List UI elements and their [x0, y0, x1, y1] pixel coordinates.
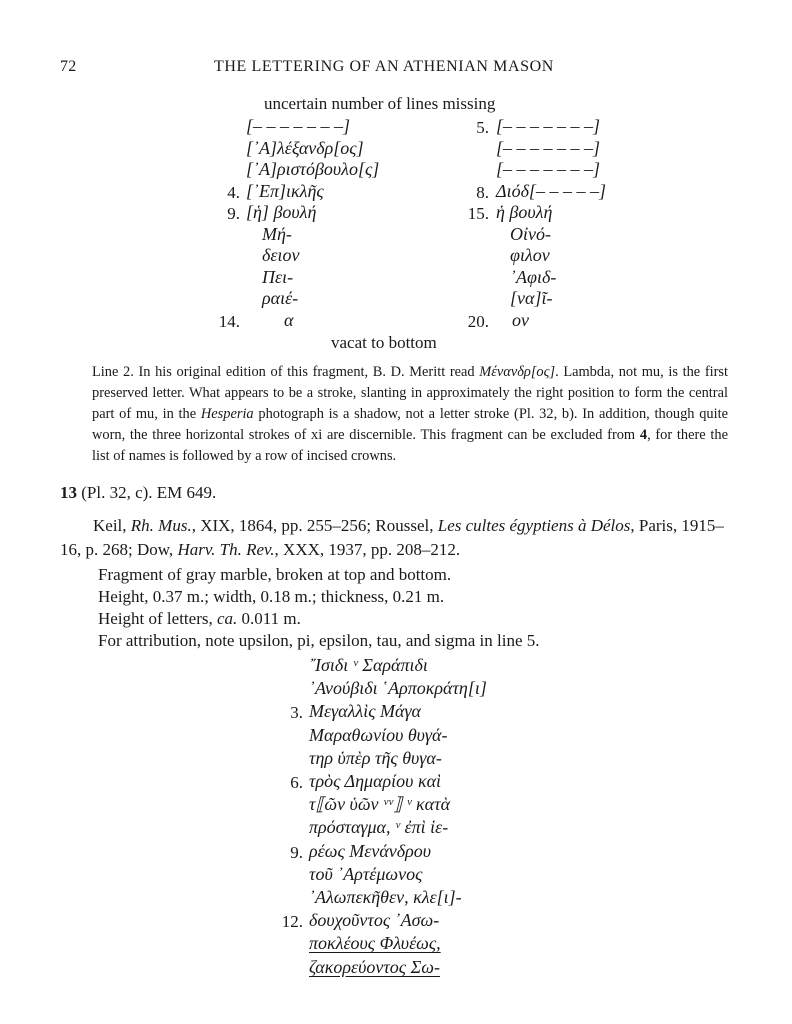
left-column-line: Μή-	[262, 223, 292, 244]
left-column-line-number: 9.	[227, 204, 240, 223]
note-ref-bold: 4	[639, 427, 648, 443]
bibliography	[60, 514, 740, 562]
bib-segment: Les cultes égyptiens à Délos	[437, 516, 631, 535]
note-text-3: photograph is a shadow, not a letter stroke (Pl. 32, b). In addition, though quite worn, the three horizontal strokes of xi are discernible. This fragment can be excluded from	[92, 406, 728, 443]
inscription-line-number: 3.	[290, 703, 303, 723]
inscription-line: ρέως Μενάνδρου	[309, 840, 432, 861]
left-column-line: [– – – – – – –]	[246, 116, 351, 136]
left-column-line: δειον	[262, 245, 300, 265]
entry-ref: (Pl. 32, c). EM 649.	[77, 483, 217, 502]
note-text-1: Line 2. In his original edition of this fragment, B. D. Meritt read	[92, 364, 480, 380]
note-text-2: . Lambda, not mu, is the first preserved letter. What appears to be a stroke, slanting in approximately the right position to form the central part of mu, in the	[92, 364, 729, 422]
commentary-note	[92, 362, 728, 467]
description-line-2: Height, 0.37 m.; width, 0.18 m.; thickness, 0.21 m.	[98, 587, 445, 606]
inscription-line: ποκλέους Φλυέως,	[309, 933, 441, 954]
right-column-line-number: 15.	[467, 204, 489, 223]
right-column-line: [– – – – – – –]	[496, 159, 601, 179]
left-column-line-number: 14.	[218, 311, 240, 331]
left-column-line: α	[284, 309, 294, 330]
letter-height-value: 0.011 m.	[237, 609, 301, 628]
description-line-1: Fragment of gray marble, broken at top and bottom.	[98, 565, 452, 584]
left-column-line-number: 4.	[227, 182, 240, 202]
description-line-4: For attribution, note upsilon, pi, epsilon, tau, and sigma in line 5.	[98, 631, 540, 650]
left-column-line: [ἡ] βουλή	[246, 202, 317, 222]
left-column-line: [᾿Α]ριστόβουλο[ς]	[246, 159, 380, 179]
letter-height-ca: ca.	[216, 609, 238, 628]
left-column-line: Πει-	[262, 266, 294, 287]
inscription-line: δουχοῦντος ᾿Ασω-	[309, 910, 440, 931]
inscription-line-number: 9.	[290, 842, 303, 862]
inscription-line: Μαραθωνίου θυγά-	[309, 724, 448, 745]
right-column-line-number: 8.	[476, 182, 489, 202]
inscription-line-number: 12.	[281, 912, 303, 932]
right-column-line: ᾿Αφιδ-	[510, 266, 557, 287]
bib-segment: , XXX, 1937, pp. 208–212.	[274, 540, 461, 559]
note-greek: Μένανδρ[ος]	[479, 364, 556, 380]
right-column-line-number: 20.	[467, 311, 489, 331]
inscription-line: ῎Ισιδι ᵛ Σαράπιδι	[309, 655, 428, 675]
left-column-line: ραιέ-	[262, 288, 299, 308]
inscription-line: ζακορεύοντος Σω-	[309, 956, 440, 977]
description-line-3	[98, 609, 301, 629]
right-column-line: Διόδ[– – – – –]	[496, 180, 606, 201]
right-column-line: φιλον	[510, 245, 550, 265]
entry-number: 13	[60, 483, 77, 502]
bib-segment: , Paris, 1915–16, p. 268; Dow,	[60, 516, 724, 559]
left-column-line: [᾿Επ]ικλῆς	[246, 180, 324, 201]
inscription-line: τοῦ ᾿Αρτέμωνος	[309, 863, 423, 884]
right-column-line: ἡ βουλή	[496, 202, 553, 222]
page-number: 72	[60, 58, 77, 75]
entry-heading	[60, 483, 216, 503]
right-column-line: [– – – – – – –]	[496, 137, 601, 158]
bib-segment: Harv. Th. Rev.	[177, 540, 275, 559]
right-column-line: [να]ῖ-	[510, 288, 553, 308]
letter-height-label: Height of letters,	[98, 609, 217, 628]
bib-segment: Keil,	[93, 516, 131, 535]
right-column-line-number: 5.	[476, 118, 489, 137]
note-text-4: , for there the list of names is followed by a row of incised crowns.	[92, 427, 728, 464]
left-column-line: [᾿Α]λέξανδρ[ος]	[246, 137, 364, 158]
right-column-line: [– – – – – – –]	[496, 116, 601, 136]
inscription-line: Μεγαλλὶς Μάγα	[309, 701, 422, 722]
right-column-line: Οἰνό-	[510, 223, 551, 244]
inscription-line: τηρ ὑπὲρ τῆς θυγα-	[309, 747, 442, 768]
right-column-line: ον	[512, 309, 529, 330]
bib-segment: Rh. Mus.	[130, 516, 192, 535]
running-title: THE LETTERING OF AN ATHENIAN MASON	[214, 58, 554, 75]
inscription-line-number: 6.	[290, 773, 303, 792]
inscription-line: ᾿Αλωπεκῆθεν, κλε[ι]-	[309, 887, 462, 907]
inscription-line: τρὸς Δημαρίου καὶ	[309, 771, 442, 791]
missing-lines-note: uncertain number of lines missing	[264, 94, 496, 113]
vacat-note: vacat to bottom	[331, 333, 437, 352]
note-journal: Hesperia	[200, 406, 254, 422]
inscription-line: ᾿Ανούβιδι ῾Αρποκράτη[ι]	[309, 678, 487, 699]
inscription-line: τ⟦ῶν ὑῶν ᵛᵛ⟧ ᵛ κατὰ	[309, 794, 451, 815]
inscription-line: πρόσταγμα, ᵛ ἐπὶ ἱε-	[309, 817, 449, 838]
bib-segment: , XIX, 1864, pp. 255–256; Roussel,	[191, 516, 438, 535]
